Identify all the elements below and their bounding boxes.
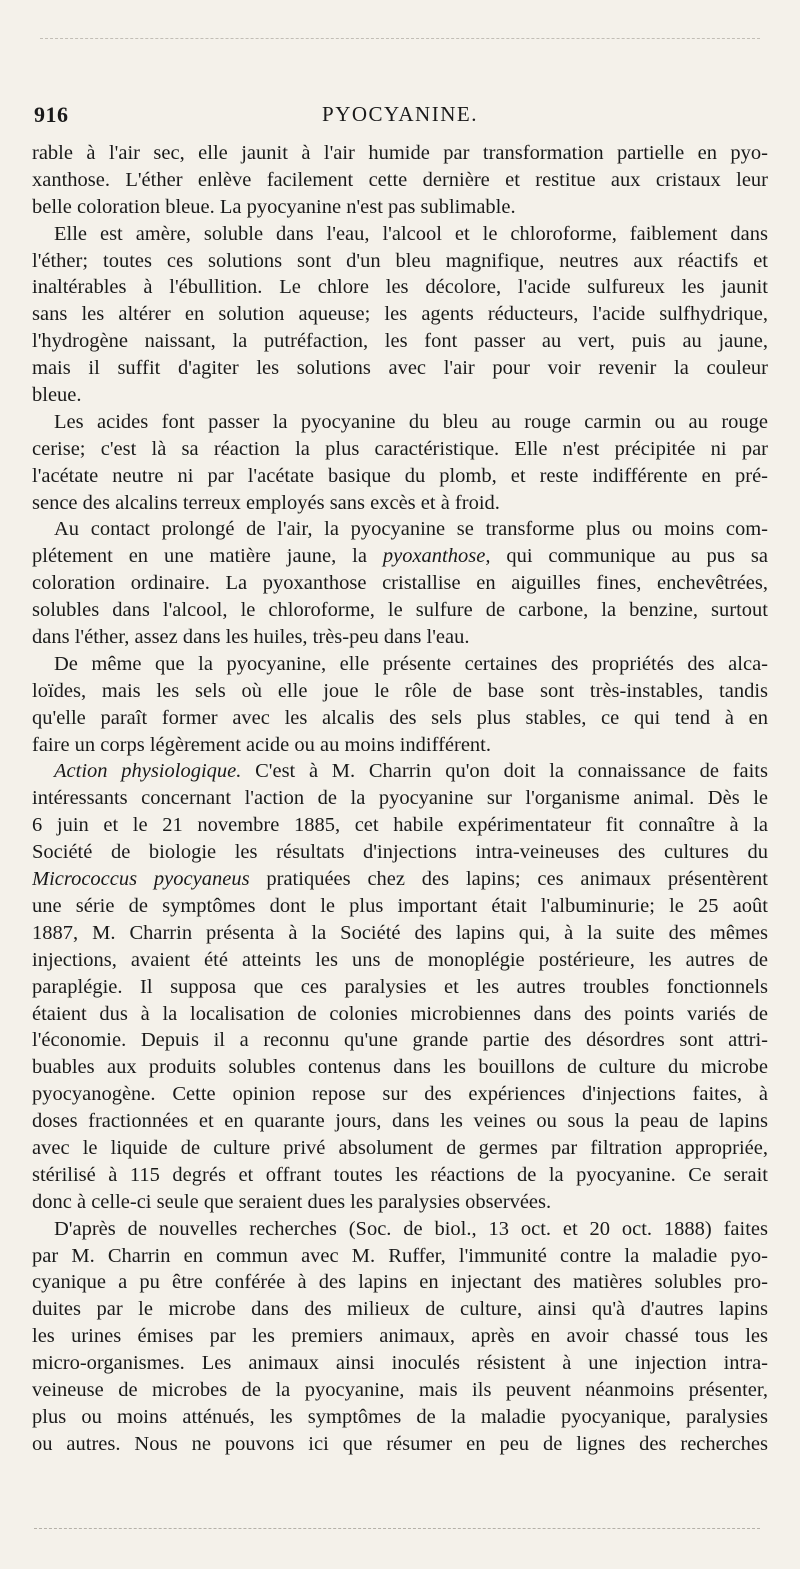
text-line: belle coloration bleue. La pyocyanine n'est pas sublimable.	[32, 195, 516, 218]
italic-term: Action physiologique.	[54, 760, 242, 783]
text-line: mais il suffit d'agiter les solutions avec l'air pour voir revenir la couleur	[32, 357, 768, 380]
text-run: qui communique au pus sa	[490, 545, 768, 568]
page-number: 916	[34, 102, 69, 127]
text-line: dans l'éther, assez dans les huiles, très-peu dans l'eau.	[32, 626, 470, 649]
text-line: une série de symptômes dont le plus important était l'albuminurie; le 25 août	[32, 894, 768, 917]
text-line: Au contact prolongé de l'air, la pyocyanine se transforme plus ou moins com-	[54, 518, 768, 541]
text-line: étaient dus à la localisation de colonies microbiennes dans des points variés de	[32, 1002, 768, 1025]
text-line: cyanique a pu être conférée à des lapins en injectant des matières solubles pro-	[32, 1271, 768, 1294]
text-line: l'économie. Depuis il a reconnu qu'une grande partie des désordres sont attri-	[32, 1029, 768, 1052]
text-line: rable à l'air sec, elle jaunit à l'air humide par transformation partielle en pyo-	[32, 142, 768, 164]
text-line: sence des alcalins terreux employés sans excès et à froid.	[32, 491, 500, 514]
text-line: qu'elle paraît former avec les alcalis des sels plus stables, ce qui tend à en	[32, 706, 768, 729]
text-line: faire un corps légèrement acide ou au moins indifférent.	[32, 733, 491, 756]
text-line: injections, avaient été atteints les uns de monoplégie postérieure, les autres de	[32, 948, 768, 971]
text-line: paraplégie. Il supposa que ces paralysies et les autres troubles fonctionnels	[32, 975, 768, 998]
text-line	[32, 543, 768, 570]
text-run: pratiquées chez des lapins; ces animaux présentèrent	[249, 868, 768, 891]
text-line: intéressants concernant l'action de la pyocyanine sur l'organisme animal. Dès le	[32, 787, 768, 810]
text-line: 6 juin et le 21 novembre 1885, cet habile expérimentateur fit connaître à la	[32, 814, 768, 837]
text-line: avec le liquide de culture privé absolument de germes par filtration appropriée,	[32, 1136, 768, 1159]
text-line: ou autres. Nous ne pouvons ici que résumer en peu de lignes des recherches	[32, 1432, 768, 1455]
text-line: duites par le microbe dans des milieux de culture, ainsi qu'à d'autres lapins	[32, 1298, 768, 1321]
text-line: l'hydrogène naissant, la putréfaction, les font passer au vert, puis au jaune,	[32, 330, 768, 353]
text-line: loïdes, mais les sels où elle joue le rôle de base sont très-instables, tandis	[32, 679, 768, 702]
text-line: D'après de nouvelles recherches (Soc. de biol., 13 oct. et 20 oct. 1888) faites	[54, 1217, 768, 1240]
text-line: plus ou moins atténués, les symptômes de la maladie pyocyanique, paralysies	[32, 1405, 768, 1428]
text-line	[32, 758, 768, 785]
bottom-border-rule	[34, 1528, 760, 1529]
text-line: les urines émises par les premiers animaux, après en avoir chassé tous les	[32, 1325, 768, 1348]
body-text	[32, 140, 768, 1458]
text-line: stérilisé à 115 degrés et offrant toutes les réactions de la pyocyanine. Ce serait	[32, 1163, 768, 1186]
text-line: solubles dans l'alcool, le chloroforme, le sulfure de carbone, la benzine, surtout	[32, 599, 768, 622]
text-line: 1887, M. Charrin présenta à la Société des lapins qui, à la suite des mêmes	[32, 921, 768, 944]
running-head	[32, 102, 768, 134]
text-run: C'est à M. Charrin qu'on doit la connaissance de faits	[241, 760, 768, 783]
text-line: veineuse de microbes de la pyocyanine, mais ils peuvent néanmoins présenter,	[32, 1378, 768, 1401]
italic-term: pyoxanthose,	[382, 545, 491, 568]
text-line: doses fractionnées et en quarante jours, dans les veines ou sous la peau de lapins	[32, 1110, 768, 1133]
text-line: xanthose. L'éther enlève facilement cette dernière et restitue aux cristaux leur	[32, 168, 768, 191]
text-line: inaltérables à l'ébullition. Le chlore les décolore, l'acide sulfureux les jaunit	[32, 276, 768, 299]
text-line: micro-organismes. Les animaux ainsi inoculés résistent à une injection intra-	[32, 1352, 768, 1375]
text-run: plétement en une matière jaune, la	[32, 545, 383, 568]
text-line: coloration ordinaire. La pyoxanthose cristallise en aiguilles fines, enchevêtrées,	[32, 572, 768, 595]
text-line: Société de biologie les résultats d'injections intra-veineuses des cultures du	[32, 841, 768, 864]
text-line: Elle est amère, soluble dans l'eau, l'alcool et le chloroforme, faiblement dans	[54, 222, 768, 245]
text-line: l'acétate neutre ni par l'acétate basique du plomb, et reste indifférente en pré-	[32, 464, 768, 487]
running-title: PYOCYANINE.	[322, 102, 478, 126]
text-line: cerise; c'est là sa réaction la plus caractéristique. Elle n'est précipitée ni par	[32, 437, 768, 460]
text-line: l'éther; toutes ces solutions sont d'un bleu magnifique, neutres aux réactifs et	[32, 249, 768, 272]
italic-term: Micrococcus pyocyaneus	[32, 868, 250, 891]
top-border-rule	[40, 38, 760, 39]
text-line: pyocyanogène. Cette opinion repose sur des expériences d'injections faites, à	[32, 1083, 768, 1106]
text-line: par M. Charrin en commun avec M. Ruffer, l'immunité contre la maladie pyo-	[32, 1244, 768, 1267]
text-line: bleue.	[32, 384, 82, 407]
text-line: buables aux produits solubles contenus dans les bouillons de culture du microbe	[32, 1056, 768, 1079]
text-line: donc à celle-ci seule que seraient dues les paralysies observées.	[32, 1190, 552, 1213]
text-line: sans les altérer en solution aqueuse; les agents réducteurs, l'acide sulfhydrique,	[32, 303, 768, 326]
text-line	[32, 866, 768, 893]
text-line: De même que la pyocyanine, elle présente certaines des propriétés des alca-	[54, 652, 768, 675]
text-line: Les acides font passer la pyocyanine du bleu au rouge carmin ou au rouge	[54, 410, 768, 433]
